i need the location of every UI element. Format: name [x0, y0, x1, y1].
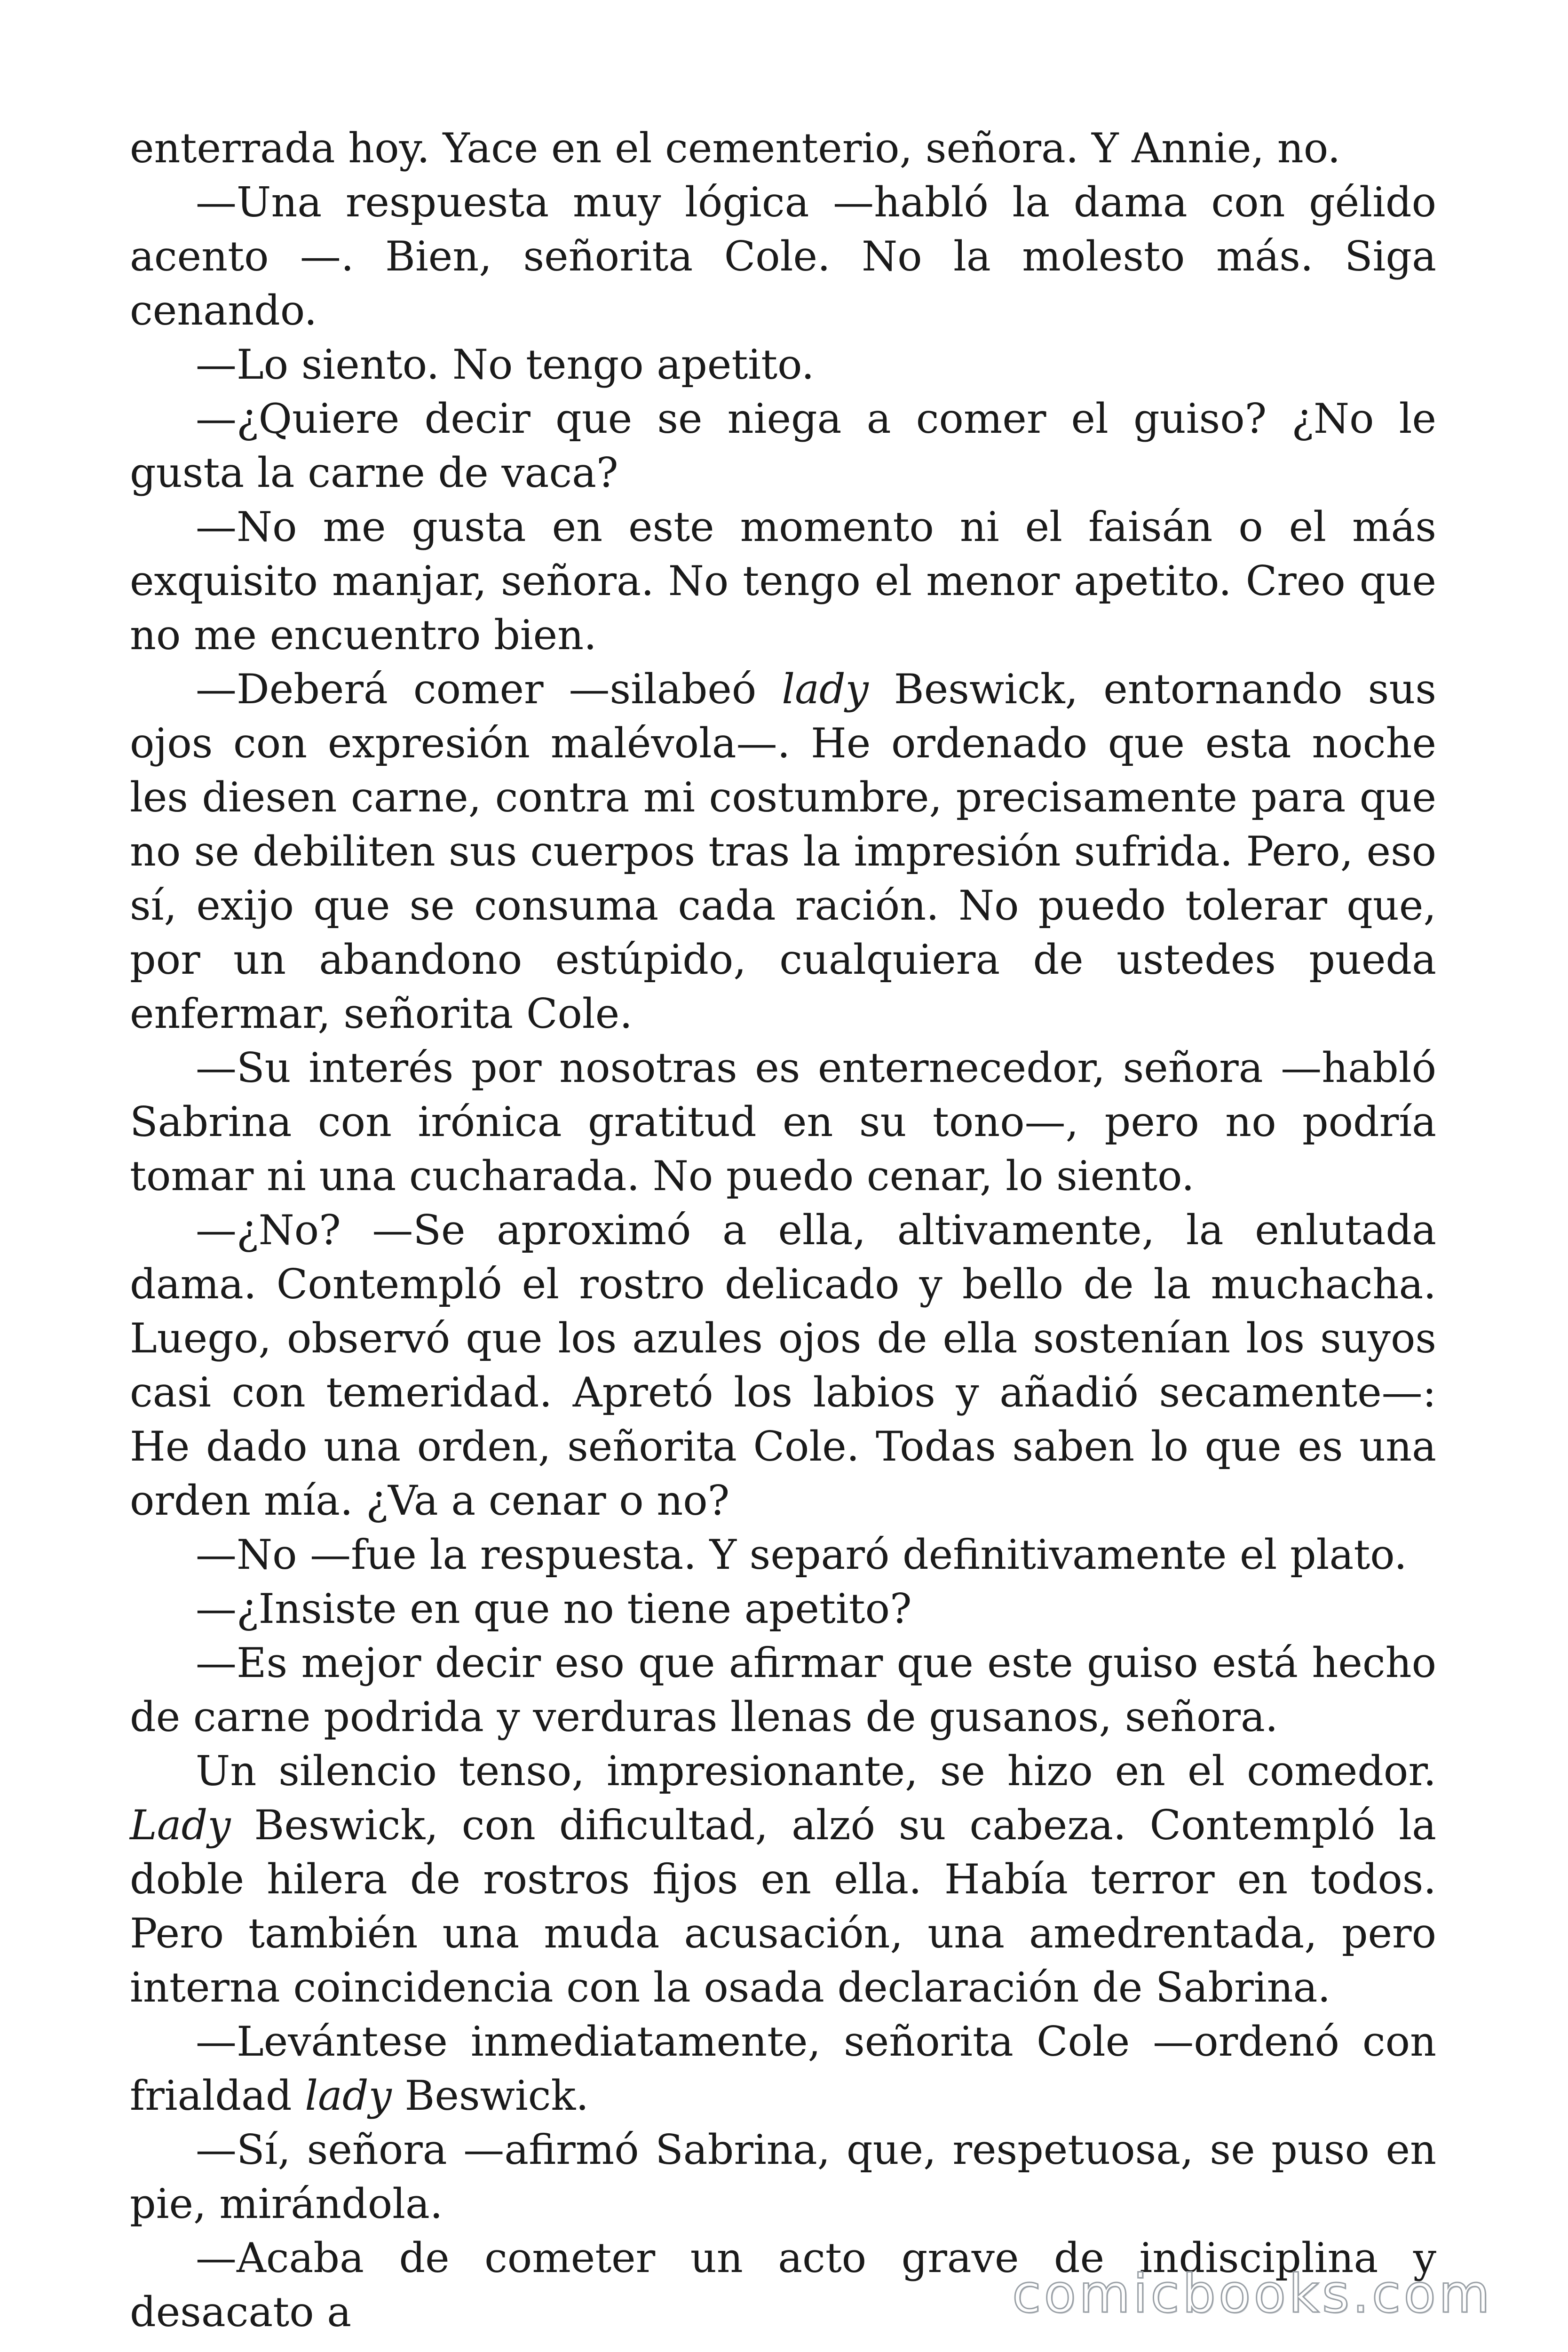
- text-run: —Su interés por nosotras es enternecedor, señora —habló Sabrina con irónica gratitud en su tono—, pero no podría tomar ni una cucharada. No puedo cenar, lo siento.: [130, 1044, 1436, 1200]
- text-run: —¿No? —Se aproximó a ella, altivamente, la enlutada dama. Contempló el rostro delicado y bello de la muchacha. Luego, observó que los azules ojos de ella sostenían los suyos casi con temeridad. Apretó los labios y añadió secamente—: He dado una orden, señorita Cole. Todas saben lo que es una orden mía. ¿Va a cenar o no?: [130, 1206, 1436, 1525]
- text-run: —Es mejor decir eso que afirmar que este guiso está hecho de carne podrida y verduras llenas de gusanos, señora.: [130, 1639, 1436, 1741]
- paragraph: [130, 121, 1436, 175]
- paragraph: [130, 175, 1436, 338]
- body-text: [130, 121, 1436, 2339]
- text-run: —Lo siento. No tengo apetito.: [196, 341, 815, 389]
- watermark-logo: comicbooks.com: [1012, 2264, 1493, 2325]
- text-run: —No —fue la respuesta. Y separó definitivamente el plato.: [196, 1531, 1407, 1579]
- paragraph: [130, 662, 1436, 1041]
- text-run: Beswick, entornando sus ojos con expresión malévola—. He ordenado que esta noche les diesen carne, contra mi costumbre, precisamente para que no se debiliten sus cuerpos tras la impresión sufrida. Pero, eso sí, exijo que se consuma cada ración. No puedo tolerar que, por un abandono estúpido, cualquiera de ustedes pueda enfermar, señorita Cole.: [130, 665, 1436, 1038]
- text-run: —¿Quiere decir que se niega a comer el guiso? ¿No le gusta la carne de vaca?: [130, 395, 1436, 497]
- italic-run: Lady: [130, 1801, 231, 1849]
- italic-run: lady: [782, 665, 869, 713]
- paragraph: [130, 1203, 1436, 1528]
- text-run: enterrada hoy. Yace en el cementerio, señora. Y Annie, no.: [130, 124, 1341, 172]
- text-run: —Sí, señora —afirmó Sabrina, que, respetuosa, se puso en pie, mirándola.: [130, 2126, 1436, 2228]
- text-run: —¿Insiste en que no tiene apetito?: [196, 1585, 912, 1633]
- text-run: —Deberá comer —silabeó: [196, 665, 782, 713]
- text-run: —Acaba de cometer un acto grave de indisciplina y desacato a: [130, 2234, 1436, 2336]
- paragraph: [130, 2123, 1436, 2231]
- text-run: —No me gusta en este momento ni el faisán o el más exquisito manjar, señora. No tengo el menor apetito. Creo que no me encuentro bien.: [130, 503, 1436, 659]
- italic-run: lady: [305, 2072, 392, 2120]
- text-run: —Levántese inmediatamente, señorita Cole —ordenó con frialdad: [130, 2018, 1436, 2120]
- paragraph: [130, 392, 1436, 500]
- text-run: Beswick, con dificultad, alzó su cabeza. Contempló la doble hilera de rostros fijos en ella. Había terror en todos. Pero también una muda acusación, una amedrentada, pero interna coincidencia con la osada declaración de Sabrina.: [130, 1801, 1436, 2011]
- paragraph: [130, 338, 1436, 392]
- paragraph: [130, 1744, 1436, 2015]
- paragraph: [130, 1582, 1436, 1636]
- paragraph: [130, 1636, 1436, 1744]
- paragraph: [130, 1041, 1436, 1203]
- text-run: Un silencio tenso, impresionante, se hizo en el comedor.: [196, 1747, 1436, 1795]
- paragraph: [130, 1528, 1436, 1582]
- paragraph: [130, 2015, 1436, 2123]
- paragraph: [130, 500, 1436, 662]
- text-run: Beswick.: [391, 2072, 589, 2120]
- text-run: —Una respuesta muy lógica —habló la dama con gélido acento —. Bien, señorita Cole. No la molesto más. Siga cenando.: [130, 178, 1436, 334]
